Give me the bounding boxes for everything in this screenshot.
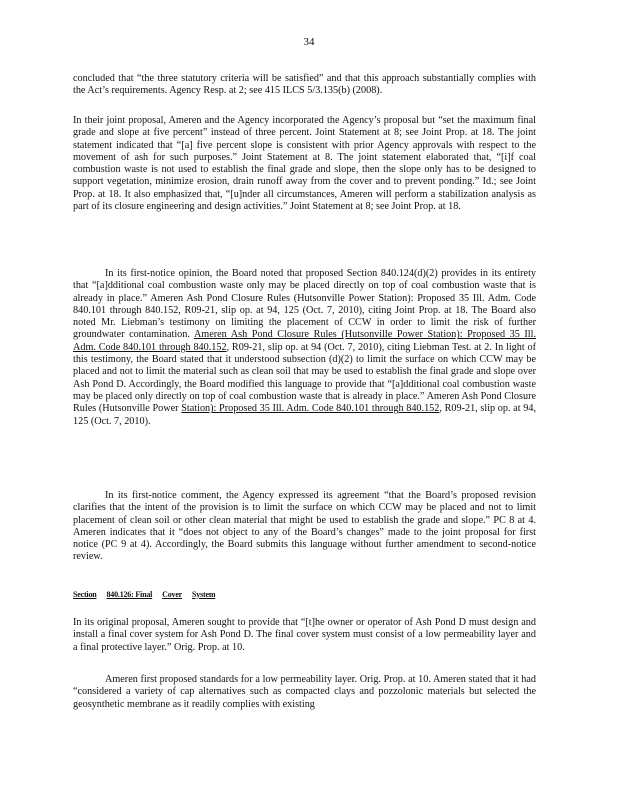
paragraph-3-part-a: In its first-notice opinion, the Board noted that proposed Section 840.124(d)(2) provides in its entirety that “[a]dditional coal combustion waste only may be placed directly on top of coal combustion waste that is already in place.” Ameren Ash Pond Closure Rules (Hutsonville Power Station): Proposed 35 Ill. Adm. Code 840.101 through 840.152, R09-21, slip op. at 94, 125 (Oct. 7, 2010), citing Joint Prop. at 18. The Board also noted Mr. Liebman’s testimony on limiting the placement of CCW in order to limit the risk of further groundwater contamination. — [73, 268, 536, 341]
paragraph-1-text: concluded that “the three statutory criteria will be satisfied” and that this approach substantially complies with the Act’s requirements. Agency Resp. at 2; see 415 ILCS 5/3.135(b) (2008). — [73, 73, 536, 97]
section-word-system: System — [192, 590, 216, 599]
section-number: 840.126: Final — [106, 590, 153, 599]
paragraph-5-text: In its original proposal, Ameren sought to provide that “[t]he owner or operator of Ash Pond D must design and install a final cover system for Ash Pond D. The final cover system must consist of a low permeability layer and a final protective layer.” Orig. Prop. at 10. — [73, 617, 536, 653]
paragraph-3-part-c: , R09-21, slip op. at 94, 125 (Oct. 7, 2010). — [73, 403, 537, 427]
paragraph-3 — [73, 268, 536, 428]
paragraph-4-text: In its first-notice comment, the Agency expressed its agreement “that the Board’s proposed revision clarifies that the intent of the provision is to limit the surface on which CCW may be placed and not to limit placement of clean soil or other clean material that might be used to establish the grade and slope.” PC 8 at 4. Ameren indicates that it “does not object to any of the Board’s changes” made to the joint proposal for first notice (PC 9 at 4). Accordingly, the Board submits this language without further amendment to second-notice review. — [73, 490, 536, 563]
section-label: Section — [73, 590, 97, 599]
paragraph-6 — [73, 674, 536, 711]
section-heading — [73, 589, 536, 601]
paragraph-4 — [73, 490, 536, 564]
citation-link-2: Station): Proposed 35 Ill. Adm. Code 840.101 through 840.152 — [181, 403, 440, 415]
section-word-cover: Cover — [162, 590, 183, 599]
paragraph-3-text — [73, 268, 536, 428]
paragraph-2-text: In their joint proposal, Ameren and the Agency incorporated the Agency’s proposal but “set the maximum final grade and slope at five percent” instead of three percent. Joint Statement at 8; see Joint Prop. at 18. The joint statement indicated that “[a] five percent slope is consistent with prior Agency approvals with respect to the movement of ash for such purposes.” Joint Statement at 8. The joint statement elaborated that, “[i]f coal combustion waste is not used to establish the final grade and slope, then the slope only has to be designed to support vegetation, minimize erosion, drain runoff away from the cover and to prevent ponding.” Id.; see Joint Prop. at 18. It also emphasized that, “[u]nder all circumstances, Ameren will perform a stabilization analysis as part of its closure engineering and design activities.” Joint Statement at 8; see Joint Prop. at 18. — [73, 115, 536, 213]
paragraph-2 — [73, 115, 536, 213]
paragraph-6-text: Ameren first proposed standards for a low permeability layer. Orig. Prop. at 10. Ameren stated that it had “considered a variety of cap alternatives such as compacted clays and pozzolonic materials but selected the geosynthetic membrane as it readily complies with existing — [73, 674, 536, 710]
page-number: 34 — [303, 36, 315, 48]
citation-link-1: Ameren Ash Pond Closure Rules (Hutsonville Power Station): Proposed 35 Ill. Adm. Code 840.101 through 840.152 — [73, 329, 537, 353]
paragraph-1 — [73, 73, 536, 98]
paragraph-5 — [73, 617, 536, 654]
paragraph-3-part-b: , R09-21, slip op. at 94 (Oct. 7, 2010), citing Liebman Test. at 2. In light of this testimony, the Board stated that it understood subsection (d)(2) to limit the surface on which CCW may be placed and not to limit the material such as clean soil that may be used to establish the final grade and slope over Ash Pond D. Accordingly, the Board modified this language to provide that “[a]dditional coal combustion waste may be placed only directly on top of coal combustion waste that is already in place.” Ameren Ash Pond Closure Rules (Hutsonville Power — [73, 341, 536, 415]
